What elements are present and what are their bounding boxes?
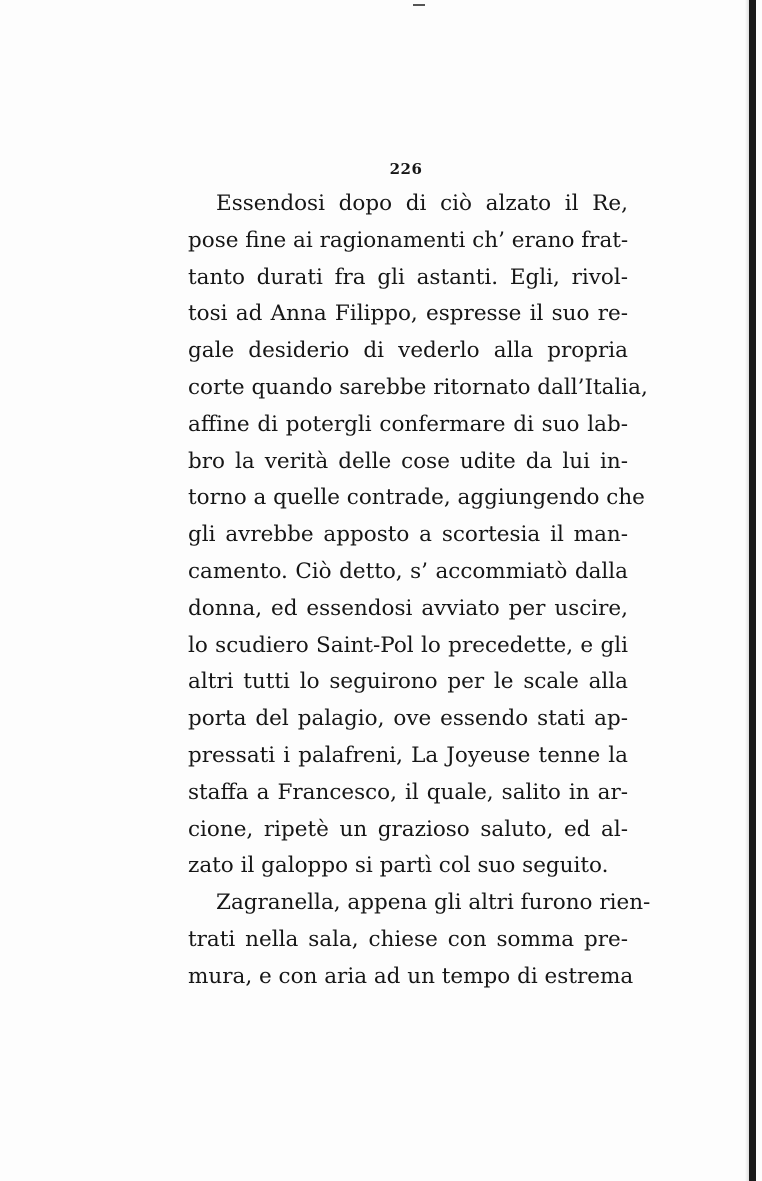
paragraph: [188, 186, 648, 885]
page-number: 226: [389, 160, 423, 178]
text-line: porta del palagio, ove essendo stati ap-: [188, 706, 628, 732]
text-line: affine di potergli confermare di suo lab-: [188, 411, 628, 437]
text-line: lo scudiero Saint-Pol lo precedette, e gli: [188, 632, 628, 658]
paragraph: [188, 885, 651, 995]
text-line: pressati i palafreni, La Joyeuse tenne la: [188, 742, 628, 768]
text-line: bro la verità delle cose udite da lui in-: [188, 448, 628, 474]
text-line: gale desiderio di vederlo alla propria: [188, 338, 628, 364]
text-line: pose fine ai ragionamenti ch’ erano frat-: [188, 227, 629, 253]
text-line: mura, e con aria ad un tempo di estrema: [188, 963, 634, 989]
text-line: tosi ad Anna Filippo, espresse il suo re-: [188, 301, 628, 327]
text-line: tanto durati fra gli astanti. Egli, rivol-: [188, 264, 628, 290]
text-line: corte quando sarebbe ritornato dall’Italia,: [188, 374, 648, 400]
text-line: Essendosi dopo di ciò alzato il Re,: [216, 191, 628, 216]
text-line: zato il galoppo si partì col suo seguito.: [188, 853, 609, 879]
text-line: donna, ed essendosi avviato per uscire,: [188, 595, 628, 621]
text-line: Zagranella, appena gli altri furono rien-: [216, 890, 651, 916]
text-line: camento. Ciò detto, s’ accommiatò dalla: [188, 558, 628, 584]
text-line: gli avrebbe apposto a scortesia il man-: [188, 522, 628, 548]
scan-mark: [413, 4, 425, 6]
text-line: altri tutti lo seguirono per le scale alla: [188, 669, 628, 695]
text-line: cione, ripetè un grazioso saluto, ed al-: [188, 816, 628, 842]
text-line: trati nella sala, chiese con somma pre-: [188, 926, 628, 952]
text-line: torno a quelle contrade, aggiungendo che: [188, 485, 645, 511]
text-line: staffa a Francesco, il quale, salito in ar-: [188, 779, 628, 805]
body-text: [188, 186, 651, 996]
